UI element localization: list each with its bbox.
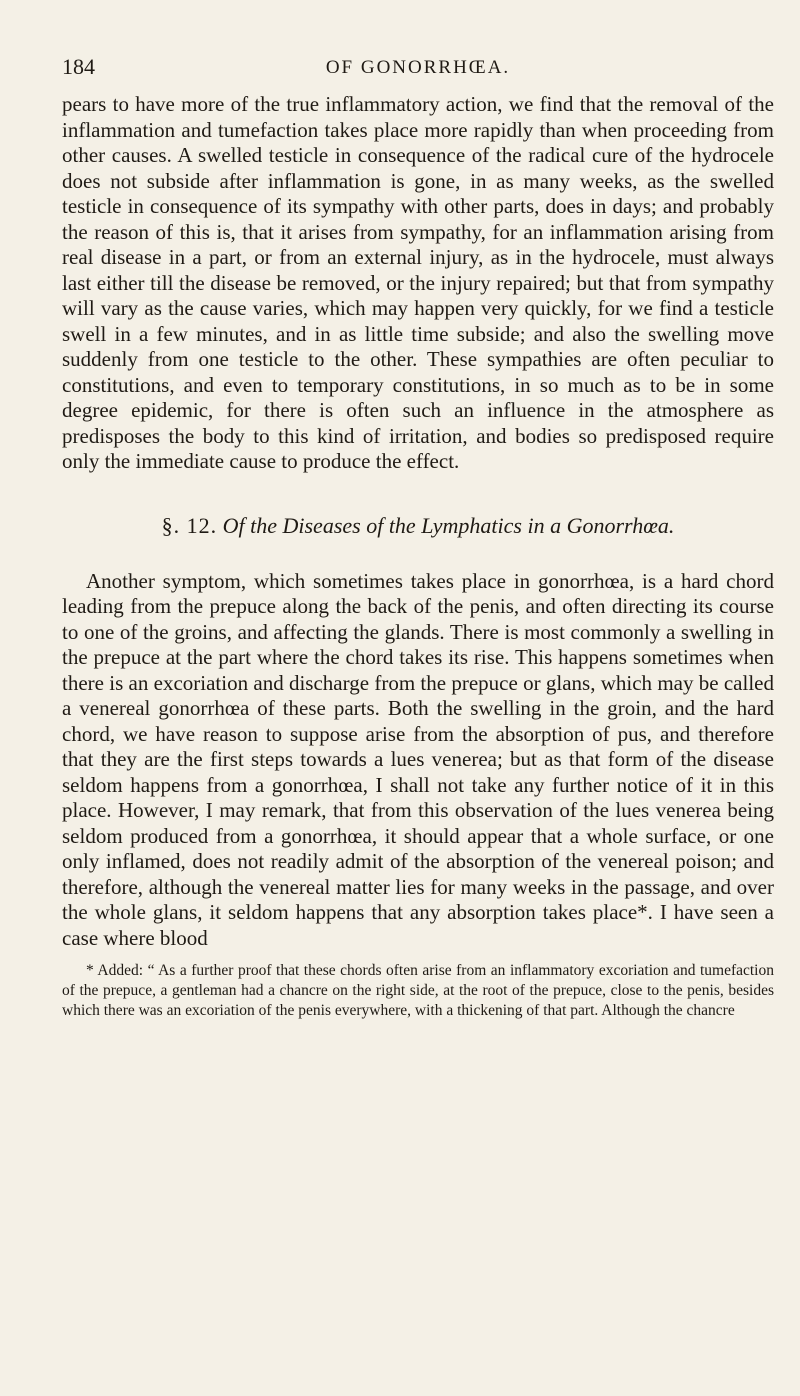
page-header	[62, 54, 774, 84]
running-head: OF GONORRHŒA.	[325, 57, 511, 78]
section-heading	[62, 513, 774, 539]
footnote	[62, 961, 774, 1021]
section-number: §. 12.	[161, 512, 218, 538]
section-title: Of the Diseases of the Lymphatics in a Gonorrhœa.	[222, 512, 675, 538]
paragraph-lymphatics: Another symptom, which sometimes takes place in gonorrhœa, is a hard chord leading from the prepuce along the back of the penis, and often directing its course to one of the groins, and affecting the glands. There is most commonly a swelling in the prepuce at the part where the chord takes its rise. This happens sometimes when there is an excoriation and discharge from the prepuce or glans, which may be called a venereal gonorrhœa of these parts. Both the swelling in the groin, and the hard chord, we have reason to suppose arise from the absorption of pus, and therefore that they are the first steps towards a lues venerea; but as that form of the disease seldom happens from a gonorrhœa, I shall not take any further notice of it in this place. However, I may remark, that from this observation of the lues venerea being seldom produced from a gonorrhœa, it should appear that a whole surface, or one only inflamed, does not readily admit of the absorption of the venereal poison; and therefore, although the venereal matter lies for many weeks in the passage, and over the whole glans, it seldom happens that any absorption takes place*. I have seen a case where blood	[62, 568, 774, 950]
paragraph-continued: pears to have more of the true inflammatory action, we find that the removal of the inflammation and tumefaction takes place more rapidly than when proceeding from other causes. A swelled testicle in consequence of the radical cure of the hydrocele does not subside after inflammation is gone, in as many weeks, as the swelled testicle in consequence of its sympathy with other parts, does in days; and probably the reason of this is, that it arises from sympathy, for an inflammation arising from real disease in a part, or from an external injury, as in the hydrocele, must always last either till the disease be removed, or the injury repaired; but that from sympathy will vary as the cause varies, which may happen very quickly, for we find a testicle swell in a few minutes, and in as little time subside; and also the swelling move suddenly from one testicle to the other. These sympathies are often peculiar to constitutions, and even to temporary constitutions, in so much as to be in some degree epidemic, for there is often such an influence in the atmosphere as predisposes the body to this kind of irritation, and bodies so predisposed require only the immediate cause to produce the effect.	[62, 92, 774, 473]
footnote-mark: *	[86, 962, 94, 979]
book-page	[62, 54, 774, 1037]
footnote-text: Added: “ As a further proof that these chords often arise from an inflammatory excoriation and tumefaction of the prepuce, a gentleman had a chancre on the right side, at the root of the prepuce, close to the penis, besides which there was an excoriation of the penis everywhere, with a thickening of that part. Although the chancre	[62, 962, 774, 1019]
page-number: 184	[62, 54, 95, 79]
